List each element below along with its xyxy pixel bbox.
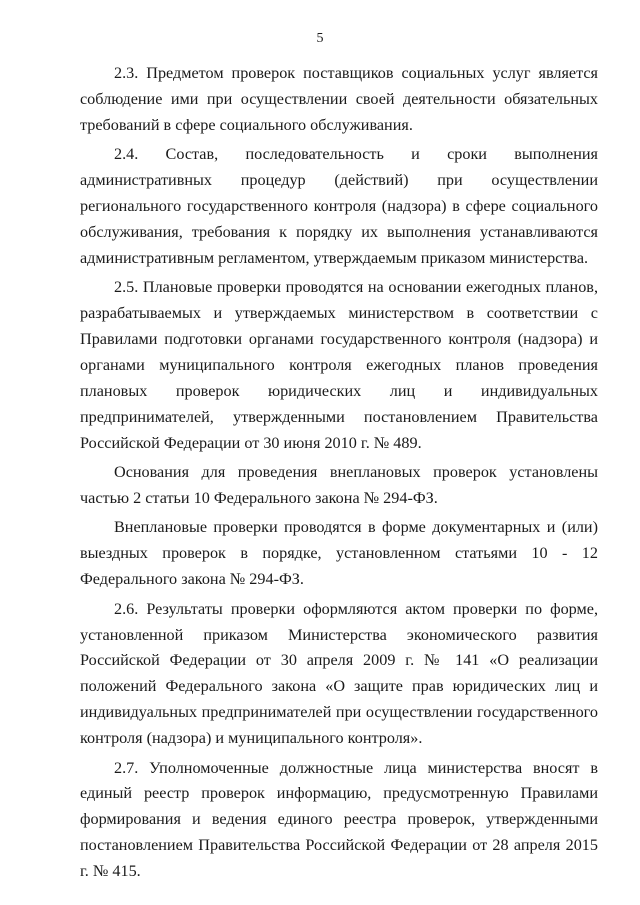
paragraph-unplanned-grounds: Основания для проведения внеплановых проверок установлены частью 2 статьи 10 Федерального закона № 294-ФЗ. <box>80 463 598 507</box>
page-number: 5 <box>316 31 324 46</box>
paragraph-2-4: 2.4. Состав, последовательность и сроки выполнения административных процедур (действий) при осуществлении регионального государственного контроля (надзора) в сфере социального обслуживания, требования к порядку их выполнения устанавливаются административным регламентом, утверждаемым приказом министерства. <box>80 145 598 267</box>
paragraph-2-3: 2.3. Предметом проверок поставщиков социальных услуг является соблюдение ими при осуществлении своей деятельности обязательных требований в сфере социального обслуживания. <box>80 64 598 134</box>
document-body <box>80 61 598 889</box>
paragraph-unplanned-form: Внеплановые проверки проводятся в форме документарных и (или) выездных проверок в порядке, установленном статьями 10 - 12 Федерального закона № 294-ФЗ. <box>80 518 598 589</box>
paragraph-2-6: 2.6. Результаты проверки оформляются актом проверки по форме, установленной приказом Министерства экономического развития Российской Федерации от 30 апреля 2009 г. № 141 «О реализации положений Федерального закона «О защите прав юридических лиц и индивидуальных предпринимателей при осуществлении государственного контроля (надзора) и муниципального контроля». <box>80 599 598 748</box>
paragraph-2-7: 2.7. Уполномоченные должностные лица министерства вносят в единый реестр проверок информацию, предусмотренную Правилами формирования и ведения единого реестра проверок, утвержденными постановлением Правительства Российской Федерации от 28 апреля 2015 г. № 415. <box>80 758 598 881</box>
paragraph-2-5: 2.5. Плановые проверки проводятся на основании ежегодных планов, разрабатываемых и утверждаемых министерством в соответствии с Правилами подготовки органами государственного контроля (надзора) и органами муниципального контроля ежегодных планов проведения плановых проверок юридических лиц и индивидуальных предпринимателей, утвержденными постановлением Правительства Российской Федерации от 30 июня 2010 г. № 489. <box>80 278 598 452</box>
